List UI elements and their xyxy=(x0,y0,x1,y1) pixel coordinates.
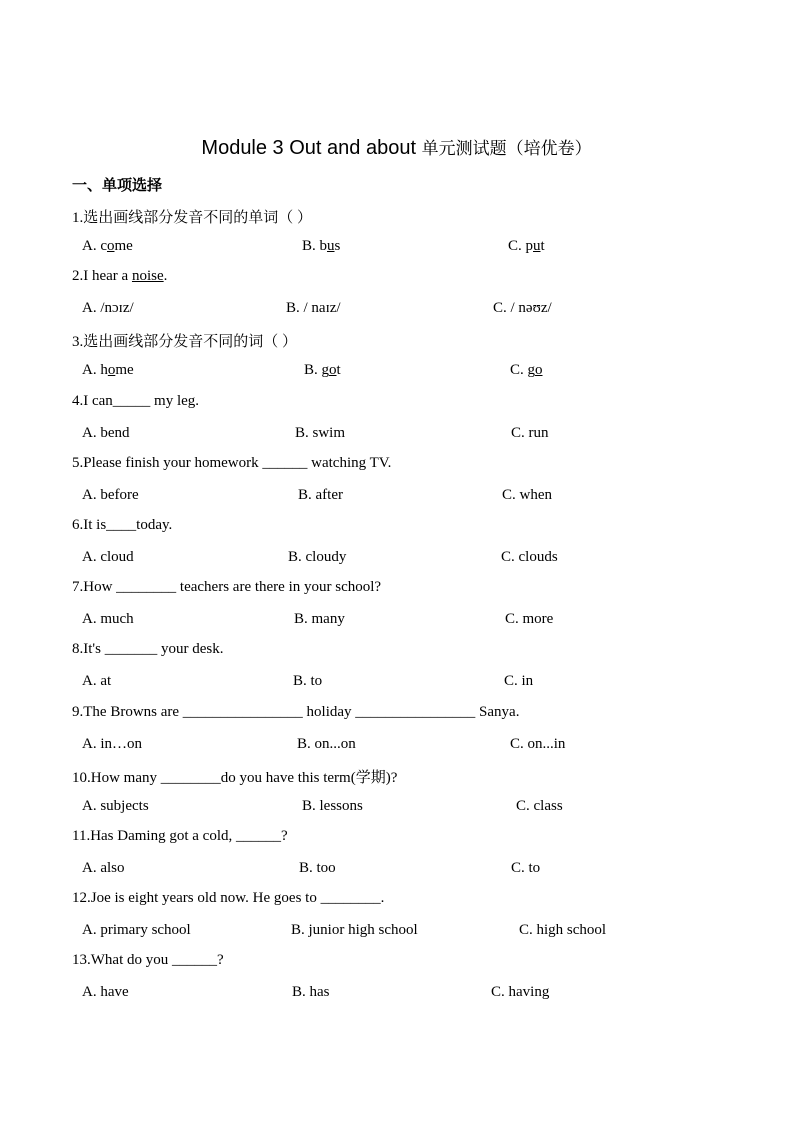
option-text: A. c xyxy=(82,238,107,254)
option-text: B. after xyxy=(298,487,343,503)
option-text: A. bend xyxy=(82,425,130,441)
options-row xyxy=(82,736,782,756)
option-a[interactable] xyxy=(82,487,139,504)
option-underlined-letter: o xyxy=(107,362,116,378)
question-2 xyxy=(72,268,167,285)
option-underlined-letter: u xyxy=(533,238,541,254)
section-heading: 一、单项选择 xyxy=(72,176,163,194)
question-3 xyxy=(72,330,297,351)
question-5 xyxy=(72,455,391,472)
option-b[interactable] xyxy=(292,984,330,1001)
option-c[interactable] xyxy=(505,611,553,628)
option-a[interactable] xyxy=(82,425,130,442)
option-text: B. / naɪz/ xyxy=(286,300,341,316)
option-underlined-letter: u xyxy=(327,238,335,254)
question-12 xyxy=(72,890,384,907)
option-a[interactable] xyxy=(82,922,191,939)
option-text: C. p xyxy=(508,238,534,254)
option-b[interactable] xyxy=(304,362,341,379)
options-row xyxy=(82,549,782,569)
option-text: A. before xyxy=(82,487,139,503)
option-b[interactable] xyxy=(295,425,345,442)
options-row xyxy=(82,238,782,258)
option-underlined-letter: o xyxy=(535,362,543,378)
option-text: A. cloud xyxy=(82,549,134,565)
option-text: B. to xyxy=(293,673,323,689)
question-text: 4.I can_____ my leg. xyxy=(72,393,200,409)
question-text: 1.选出画线部分发音不同的单词（ ） xyxy=(72,210,313,226)
option-text: C. having xyxy=(491,984,550,1000)
option-text: A. in…on xyxy=(82,736,142,752)
option-text-rest: t xyxy=(336,362,341,378)
option-c[interactable] xyxy=(510,362,543,379)
option-text: C. when xyxy=(502,487,552,503)
option-c[interactable] xyxy=(510,736,565,753)
option-underlined-letter: o xyxy=(329,362,337,378)
option-b[interactable] xyxy=(294,611,345,628)
question-9 xyxy=(72,704,519,721)
option-c[interactable] xyxy=(508,238,545,255)
question-underlined-word: noise xyxy=(131,268,164,284)
option-c[interactable] xyxy=(491,984,549,1001)
option-a[interactable] xyxy=(82,549,134,566)
option-text: A. primary school xyxy=(82,922,191,938)
options-row xyxy=(82,673,782,693)
options-row xyxy=(82,362,782,382)
option-text: C. g xyxy=(510,362,536,378)
option-text: B. cloudy xyxy=(288,549,347,565)
option-c[interactable] xyxy=(502,487,552,504)
option-a[interactable] xyxy=(82,673,111,690)
question-text: 13.What do you ______? xyxy=(72,952,224,968)
option-text-rest: me xyxy=(115,362,134,378)
option-text: C. in xyxy=(504,673,534,689)
options-row xyxy=(82,922,782,942)
option-text: B. many xyxy=(294,611,345,627)
option-text: A. also xyxy=(82,860,125,876)
option-text: B. b xyxy=(302,238,328,254)
option-text: A. at xyxy=(82,673,112,689)
option-c[interactable] xyxy=(501,549,558,566)
option-text: C. run xyxy=(511,425,549,441)
option-c[interactable] xyxy=(504,673,533,690)
option-b[interactable] xyxy=(302,238,340,255)
option-text-rest: me xyxy=(114,238,133,254)
options-row xyxy=(82,300,782,320)
option-c[interactable] xyxy=(493,300,552,317)
option-text: C. clouds xyxy=(501,549,558,565)
option-a[interactable] xyxy=(82,798,149,815)
question-text: 8.It's _______ your desk. xyxy=(72,641,224,657)
option-text: C. to xyxy=(511,860,541,876)
question-text: 7.How ________ teachers are there in your school? xyxy=(72,579,382,595)
option-text: B. has xyxy=(292,984,330,1000)
option-a[interactable] xyxy=(82,611,134,628)
options-row xyxy=(82,984,782,1004)
option-a[interactable] xyxy=(82,238,133,255)
option-text: B. lessons xyxy=(302,798,363,814)
option-text: C. more xyxy=(505,611,554,627)
option-c[interactable] xyxy=(519,922,606,939)
question-suffix: . xyxy=(163,268,168,284)
question-text: 9.The Browns are ________________ holiday ________________ Sanya. xyxy=(72,704,520,720)
option-text: A. h xyxy=(82,362,108,378)
option-text: A. much xyxy=(82,611,134,627)
options-row xyxy=(82,611,782,631)
option-text: C. high school xyxy=(519,922,607,938)
option-a[interactable] xyxy=(82,362,134,379)
option-c[interactable] xyxy=(511,860,540,877)
page-title xyxy=(0,134,793,160)
question-11 xyxy=(72,828,288,845)
option-c[interactable] xyxy=(511,425,549,442)
option-b[interactable] xyxy=(291,922,418,939)
option-text: C. on...in xyxy=(510,736,566,752)
option-b[interactable] xyxy=(302,798,363,815)
option-a[interactable] xyxy=(82,984,129,1001)
question-text: 3.选出画线部分发音不同的词（ ） xyxy=(72,334,298,350)
option-text: B. swim xyxy=(295,425,346,441)
option-text: A. /nɔɪz/ xyxy=(82,300,134,316)
option-text: B. too xyxy=(299,860,336,876)
question-text: 12.Joe is eight years old now. He goes to ________. xyxy=(72,890,385,906)
question-text: 6.It is____today. xyxy=(72,517,173,533)
question-text: 10.How many ________do you have this term(学期)? xyxy=(72,770,398,786)
question-8 xyxy=(72,641,223,658)
option-a[interactable] xyxy=(82,300,134,317)
question-1 xyxy=(72,206,312,227)
option-b[interactable] xyxy=(286,300,341,317)
option-a[interactable] xyxy=(82,736,142,753)
option-a[interactable] xyxy=(82,860,125,877)
option-text-rest: s xyxy=(334,238,341,254)
option-c[interactable] xyxy=(516,798,563,815)
option-text: A. have xyxy=(82,984,129,1000)
options-row xyxy=(82,798,782,818)
question-text: 5.Please finish your homework ______ watching TV. xyxy=(72,455,392,471)
question-6 xyxy=(72,517,172,534)
option-text: C. / nəʊz/ xyxy=(493,300,552,316)
options-row xyxy=(82,487,782,507)
question-text: 11.Has Daming got a cold, ______? xyxy=(72,828,288,844)
option-text: B. junior high school xyxy=(291,922,418,938)
question-text: 2.I hear a xyxy=(72,268,132,284)
options-row xyxy=(82,425,782,445)
option-text: A. subjects xyxy=(82,798,149,814)
title-chinese: 单元测试题（培优卷） xyxy=(421,139,592,159)
option-b[interactable] xyxy=(293,673,322,690)
question-4 xyxy=(72,393,199,410)
title-english: Module 3 Out and about xyxy=(201,137,417,159)
option-text: C. class xyxy=(516,798,563,814)
question-10 xyxy=(72,766,397,787)
question-7 xyxy=(72,579,381,596)
option-b[interactable] xyxy=(299,860,336,877)
option-underlined-letter: o xyxy=(107,238,115,254)
option-b[interactable] xyxy=(298,487,343,504)
option-text: B. on...on xyxy=(297,736,356,752)
option-text-rest: t xyxy=(540,238,545,254)
option-b[interactable] xyxy=(297,736,356,753)
options-row xyxy=(82,860,782,880)
question-13 xyxy=(72,952,224,969)
option-b[interactable] xyxy=(288,549,346,566)
option-text: B. g xyxy=(304,362,330,378)
